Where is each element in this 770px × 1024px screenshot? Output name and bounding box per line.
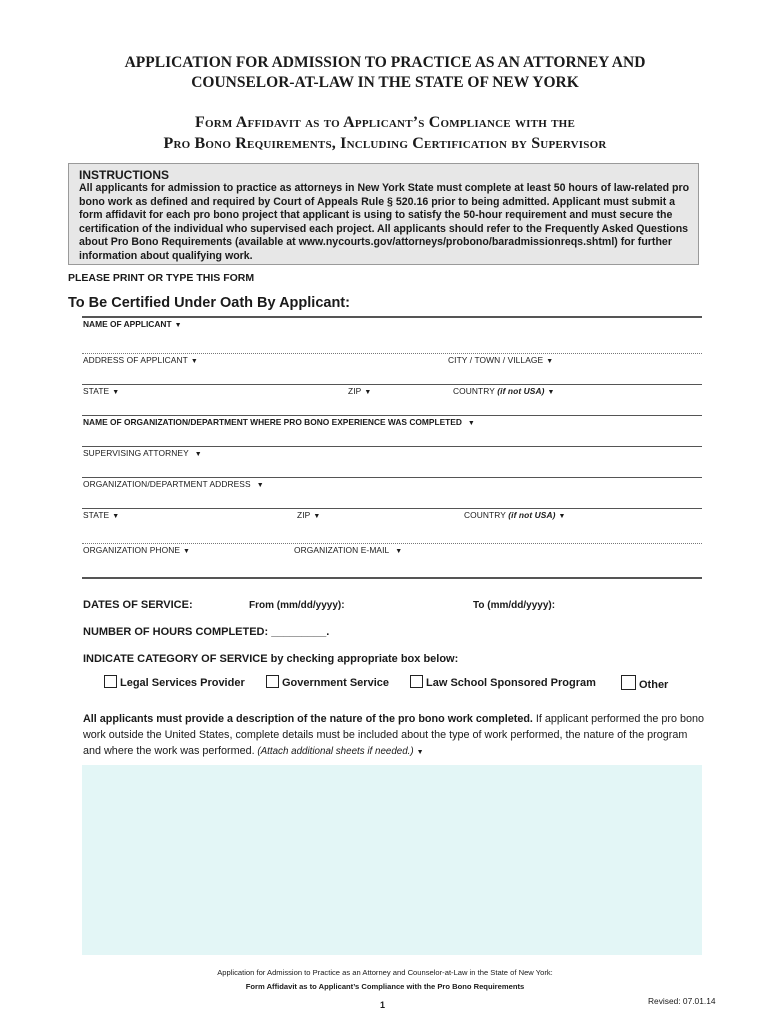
field-rule <box>82 446 702 447</box>
hours-completed-input[interactable] <box>276 624 336 638</box>
chevron-down-icon: ▼ <box>395 548 403 555</box>
chevron-down-icon: ▼ <box>467 420 475 427</box>
instructions-box <box>68 163 699 265</box>
org-state-zip-country-input[interactable] <box>82 521 702 543</box>
state-label: STATE ▼ <box>83 386 120 396</box>
category-legal-services[interactable]: Legal Services Provider <box>104 675 245 689</box>
chevron-down-icon: ▼ <box>183 548 191 555</box>
hours-completed-label: NUMBER OF HOURS COMPLETED: _________. <box>83 626 330 638</box>
field-rule <box>82 353 702 354</box>
section-heading: To Be Certified Under Oath By Applicant: <box>68 295 350 311</box>
checkbox[interactable] <box>266 675 279 688</box>
from-date-label: From (mm/dd/yyyy): <box>249 600 345 611</box>
page-number: 1 <box>380 1000 386 1010</box>
name-of-applicant-label: NAME OF APPLICANT ▼ <box>83 319 182 329</box>
section-rule <box>82 316 702 318</box>
field-rule <box>82 415 702 416</box>
revision-date: Revised: 07.01.14 <box>648 996 716 1006</box>
from-date-input[interactable] <box>345 598 445 612</box>
print-notice: PLEASE PRINT OR TYPE THIS FORM <box>68 272 255 284</box>
chevron-down-icon: ▼ <box>313 513 321 520</box>
country-label: COUNTRY (if not USA) ▼ <box>453 386 555 396</box>
chevron-down-icon: ▼ <box>416 749 424 756</box>
chevron-down-icon: ▼ <box>112 389 120 396</box>
checkbox[interactable] <box>410 675 423 688</box>
org-phone-label: ORGANIZATION PHONE ▼ <box>83 545 191 555</box>
form-subtitle-line2: Pro Bono Requirements, Including Certification by Supervisor <box>163 135 607 152</box>
category-law-school[interactable]: Law School Sponsored Program <box>410 675 596 689</box>
footer-line2: Form Affidavit as to Applicant’s Compliance with the Pro Bono Requirements <box>245 982 525 991</box>
address-of-applicant-input[interactable] <box>82 366 702 384</box>
form-title-line1: APPLICATION FOR ADMISSION TO PRACTICE AS AN ATTORNEY AND <box>124 54 646 71</box>
chevron-down-icon: ▼ <box>174 322 182 329</box>
footer-line1: Application for Admission to Practice as an Attorney and Counselor-at-Law in the State of New York: <box>217 968 553 977</box>
org-phone-email-input[interactable] <box>82 556 702 577</box>
instructions-text: All applicants for admission to practice as attorneys in New York State must complete at least 50 hours of law-related pro bono work as defined and required by Court of Appeals Rule § 520.16 prior to being admitted. Applicant must submit a form affidavit for each pro bono project that applicant is using to satisfy the 50-hour requirement and must secure the certification of the individual who supervised each project. All applicants should refer to the Frequently Asked Questions about Pro Bono Requirements (available at www.nycourts.gov/attorneys/probono/baradmissionreqs.shtml) for further information about qualifying work. <box>79 182 690 262</box>
org-address-label: ORGANIZATION/DEPARTMENT ADDRESS ▼ <box>83 479 264 489</box>
form-subtitle-line1: Form Affidavit as to Applicant’s Compliance with the <box>195 114 575 131</box>
form-title-line2: COUNSELOR-AT-LAW IN THE STATE OF NEW YORK <box>191 74 579 91</box>
category-other[interactable]: Other <box>621 675 668 691</box>
chevron-down-icon: ▼ <box>558 513 566 520</box>
description-instructions: All applicants must provide a description of the nature of the pro bono work completed. If applicant performed the pro bono work outside the United States, complete details must be included about the type of work performed, the nature of the program and where the work was performed. (Attach additional sheets if needed.) ▼ <box>83 713 704 757</box>
field-rule <box>82 543 702 544</box>
org-email-label: ORGANIZATION E-MAIL ▼ <box>294 545 403 555</box>
section-rule <box>82 577 702 579</box>
chevron-down-icon: ▼ <box>256 482 264 489</box>
dates-of-service-label: DATES OF SERVICE: <box>83 599 193 611</box>
field-rule <box>82 384 702 385</box>
chevron-down-icon: ▼ <box>112 513 120 520</box>
org-address-input[interactable] <box>82 490 702 508</box>
checkbox[interactable] <box>621 675 636 690</box>
org-zip-label: ZIP ▼ <box>297 510 321 520</box>
checkbox[interactable] <box>104 675 117 688</box>
category-government[interactable]: Government Service <box>266 675 389 689</box>
organization-name-input[interactable] <box>82 428 702 446</box>
address-of-applicant-label: ADDRESS OF APPLICANT ▼ <box>83 355 198 365</box>
instructions-heading: INSTRUCTIONS <box>79 168 169 182</box>
chevron-down-icon: ▼ <box>547 389 555 396</box>
description-textarea[interactable] <box>82 765 702 955</box>
zip-label: ZIP ▼ <box>348 386 372 396</box>
field-rule <box>82 508 702 509</box>
state-zip-country-input[interactable] <box>82 397 702 415</box>
supervising-attorney-input[interactable] <box>82 459 702 477</box>
organization-name-label: NAME OF ORGANIZATION/DEPARTMENT WHERE PRO BONO EXPERIENCE WAS COMPLETED ▼ <box>83 417 475 427</box>
supervising-attorney-label: SUPERVISING ATTORNEY ▼ <box>83 448 202 458</box>
chevron-down-icon: ▼ <box>194 451 202 458</box>
field-rule <box>82 477 702 478</box>
chevron-down-icon: ▼ <box>364 389 372 396</box>
category-prompt: INDICATE CATEGORY OF SERVICE by checking appropriate box below: <box>83 653 459 665</box>
chevron-down-icon: ▼ <box>546 358 554 365</box>
org-state-label: STATE ▼ <box>83 510 120 520</box>
chevron-down-icon: ▼ <box>190 358 198 365</box>
city-town-village-label: CITY / TOWN / VILLAGE ▼ <box>448 355 554 365</box>
to-date-label: To (mm/dd/yyyy): <box>473 600 556 611</box>
org-country-label: COUNTRY (if not USA) ▼ <box>464 510 566 520</box>
name-of-applicant-input[interactable] <box>82 330 702 352</box>
to-date-input[interactable] <box>555 598 655 612</box>
